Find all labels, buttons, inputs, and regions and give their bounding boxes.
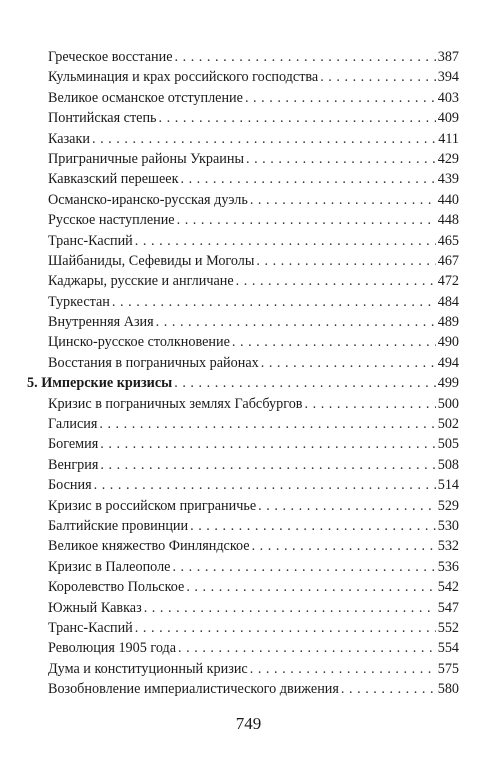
toc-chapter-title: 5. Имперские кризисы bbox=[27, 375, 173, 392]
toc-entry-title: Возобновление империалистического движения bbox=[48, 681, 339, 698]
toc-leader-dots bbox=[135, 231, 436, 251]
toc-leader-dots bbox=[100, 434, 435, 454]
toc-entry bbox=[27, 659, 459, 679]
toc-entry-title: Галисия bbox=[48, 416, 98, 433]
toc-entry-title: Шайбаниды, Сефевиды и Моголы bbox=[48, 252, 255, 269]
toc-entry-page: 494 bbox=[437, 354, 459, 371]
toc-entry-title: Русское наступление bbox=[48, 212, 175, 229]
toc-entry-page: 552 bbox=[437, 619, 459, 636]
toc-entry bbox=[27, 67, 459, 87]
toc-entry bbox=[27, 169, 459, 189]
toc-entry-page: 530 bbox=[437, 517, 459, 534]
toc-entry-title: Транс-Каспий bbox=[48, 232, 133, 249]
toc-entry bbox=[27, 292, 459, 312]
toc-leader-dots bbox=[250, 659, 436, 679]
toc-leader-dots bbox=[156, 312, 436, 332]
toc-entry-page: 542 bbox=[437, 579, 459, 596]
toc-entry-title: Босния bbox=[48, 477, 92, 494]
toc-entry-title: Великое османское отступление bbox=[48, 89, 243, 106]
toc-entry bbox=[27, 598, 459, 618]
toc-entry bbox=[27, 190, 459, 210]
toc-entry-page: 439 bbox=[437, 171, 459, 188]
toc-chapter-heading bbox=[27, 373, 459, 393]
toc-leader-dots bbox=[94, 475, 436, 495]
toc-leader-dots bbox=[320, 67, 436, 87]
toc-leader-dots bbox=[112, 292, 436, 312]
toc-entry-title: Революция 1905 года bbox=[48, 640, 177, 657]
toc-leader-dots bbox=[250, 190, 436, 210]
toc-entry bbox=[27, 516, 459, 536]
toc-entry-page: 547 bbox=[437, 599, 459, 616]
toc-entry-page: 409 bbox=[437, 110, 459, 127]
toc-leader-dots bbox=[172, 557, 435, 577]
toc-entry-page: 554 bbox=[437, 640, 459, 657]
toc-entry bbox=[27, 557, 459, 577]
toc-entry bbox=[27, 129, 459, 149]
toc-entry bbox=[27, 679, 459, 699]
toc-entry-title: Османско-иранско-русская дуэль bbox=[48, 191, 248, 208]
toc-entry-title: Кавказский перешеек bbox=[48, 171, 179, 188]
toc-leader-dots bbox=[341, 679, 436, 699]
toc-entry-title: Кризис в пограничных землях Габсбургов bbox=[48, 395, 303, 412]
toc-entry bbox=[27, 638, 459, 658]
table-of-contents bbox=[27, 47, 459, 700]
toc-leader-dots bbox=[258, 496, 436, 516]
toc-entry bbox=[27, 312, 459, 332]
toc-entry-title: Богемия bbox=[48, 436, 99, 453]
toc-entry-title: Внутренняя Азия bbox=[48, 314, 154, 331]
toc-leader-dots bbox=[180, 169, 435, 189]
toc-entry bbox=[27, 394, 459, 414]
toc-entry bbox=[27, 577, 459, 597]
toc-entry-title: Транс-Каспий bbox=[48, 619, 133, 636]
toc-leader-dots bbox=[178, 638, 436, 658]
toc-leader-dots bbox=[232, 332, 436, 352]
toc-entry-title: Кризис в Палеополе bbox=[48, 558, 171, 575]
toc-entry-page: 575 bbox=[437, 660, 459, 677]
toc-entry bbox=[27, 332, 459, 352]
toc-entry-page: 500 bbox=[437, 395, 459, 412]
toc-entry-title: Каджары, русские и англичане bbox=[48, 273, 234, 290]
toc-entry-title: Великое княжество Финляндское bbox=[48, 538, 250, 555]
toc-leader-dots bbox=[246, 149, 436, 169]
toc-entry-title: Кульминация и крах российского господства bbox=[48, 69, 319, 86]
toc-entry-title: Дума и конституционный кризис bbox=[48, 660, 248, 677]
toc-entry-page: 489 bbox=[437, 314, 459, 331]
toc-entry-title: Казаки bbox=[48, 130, 90, 147]
toc-leader-dots bbox=[159, 108, 436, 128]
toc-leader-dots bbox=[190, 516, 436, 536]
toc-entry bbox=[27, 496, 459, 516]
toc-leader-dots bbox=[175, 47, 436, 67]
toc-entry-title: Туркестан bbox=[48, 293, 110, 310]
toc-entry bbox=[27, 231, 459, 251]
toc-entry bbox=[27, 353, 459, 373]
toc-leader-dots bbox=[261, 353, 436, 373]
toc-entry bbox=[27, 414, 459, 434]
toc-leader-dots bbox=[92, 129, 436, 149]
toc-entry-page: 508 bbox=[437, 456, 459, 473]
toc-entry-page: 505 bbox=[437, 436, 459, 453]
toc-leader-dots bbox=[144, 598, 436, 618]
toc-entry-page: 580 bbox=[437, 681, 459, 698]
toc-entry-page: 387 bbox=[437, 49, 459, 65]
toc-leader-dots bbox=[135, 618, 436, 638]
toc-entry bbox=[27, 251, 459, 271]
page-number: 749 bbox=[235, 714, 262, 733]
toc-leader-dots bbox=[100, 455, 435, 475]
toc-entry-page: 490 bbox=[437, 334, 459, 351]
toc-entry bbox=[27, 149, 459, 169]
toc-entry-page: 502 bbox=[437, 416, 459, 433]
toc-entry-page: 532 bbox=[437, 538, 459, 555]
toc-entry-title: Кризис в российском приграничье bbox=[48, 497, 257, 514]
toc-entry bbox=[27, 271, 459, 291]
toc-entry-page: 448 bbox=[437, 212, 459, 229]
toc-entry bbox=[27, 434, 459, 454]
toc-entry-title: Приграничные районы Украины bbox=[48, 150, 244, 167]
toc-entry-page: 472 bbox=[437, 273, 459, 290]
toc-entry-page: 411 bbox=[438, 130, 459, 147]
toc-entry-page: 467 bbox=[437, 252, 459, 269]
toc-entry-title: Южный Кавказ bbox=[48, 599, 142, 616]
toc-entry bbox=[27, 47, 459, 67]
toc-entry-page: 465 bbox=[437, 232, 459, 249]
toc-entry bbox=[27, 210, 459, 230]
toc-entry-page: 484 bbox=[437, 293, 459, 310]
toc-entry bbox=[27, 536, 459, 556]
toc-entry-page: 514 bbox=[437, 477, 459, 494]
toc-entry-title: Венгрия bbox=[48, 456, 99, 473]
toc-entry bbox=[27, 618, 459, 638]
toc-entry-page: 429 bbox=[437, 150, 459, 167]
toc-entry bbox=[27, 455, 459, 475]
toc-entry-title: Балтийские провинции bbox=[48, 517, 189, 534]
toc-entry-page: 536 bbox=[437, 558, 459, 575]
toc-leader-dots bbox=[177, 210, 436, 230]
toc-entry-title: Понтийская степь bbox=[48, 110, 157, 127]
toc-leader-dots bbox=[256, 251, 435, 271]
toc-leader-dots bbox=[99, 414, 435, 434]
toc-entry-title: Цинско-русское столкновение bbox=[48, 334, 230, 351]
toc-entry-title: Королевство Польское bbox=[48, 579, 185, 596]
toc-entry-page: 403 bbox=[437, 89, 459, 106]
toc-entry-title: Греческое восстание bbox=[48, 49, 173, 65]
toc-entry-page: 529 bbox=[437, 497, 459, 514]
toc-leader-dots bbox=[236, 271, 436, 291]
toc-leader-dots bbox=[186, 577, 435, 597]
toc-leader-dots bbox=[252, 536, 436, 556]
toc-entry-title: Восстания в пограничных районах bbox=[48, 354, 259, 371]
toc-entry bbox=[27, 88, 459, 108]
toc-leader-dots bbox=[245, 88, 436, 108]
toc-entry-page: 440 bbox=[437, 191, 459, 208]
toc-chapter-page: 499 bbox=[437, 375, 459, 392]
toc-leader-dots bbox=[305, 394, 436, 414]
toc-entry bbox=[27, 475, 459, 495]
toc-entry bbox=[27, 108, 459, 128]
toc-entry-page: 394 bbox=[437, 69, 459, 86]
toc-leader-dots bbox=[174, 373, 435, 393]
